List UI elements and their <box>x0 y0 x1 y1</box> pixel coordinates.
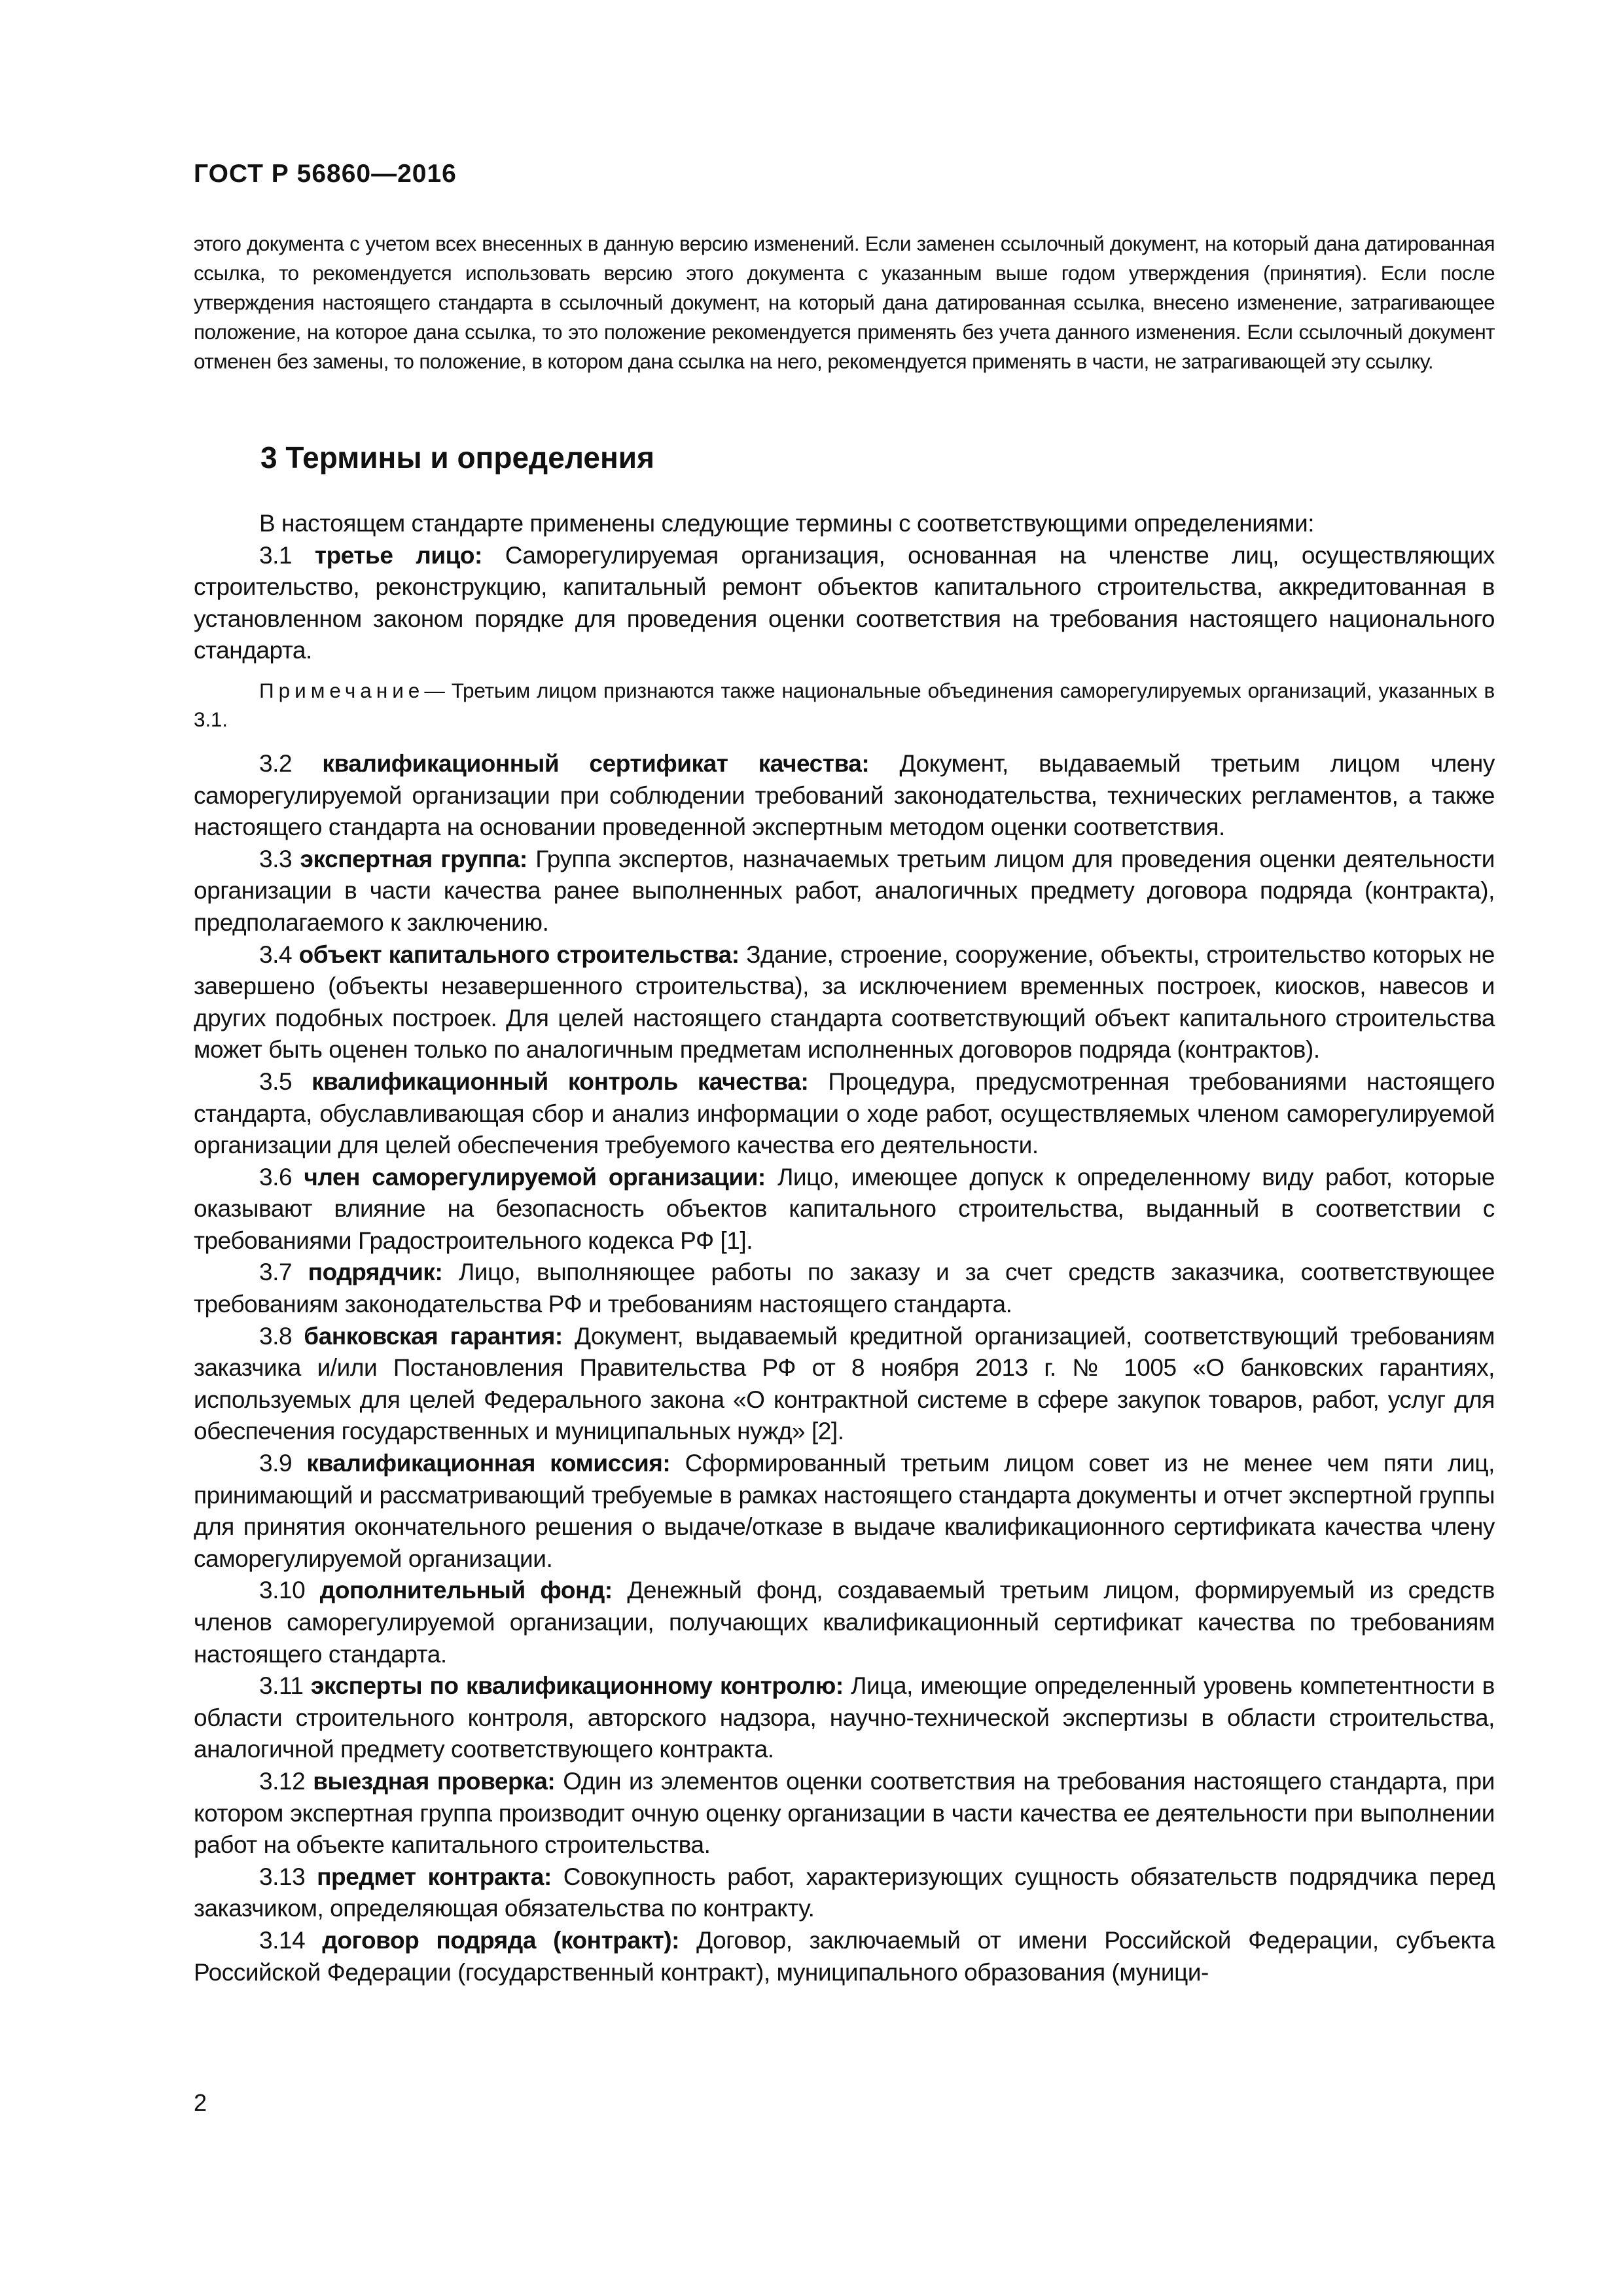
term-title: экспертная группа: <box>300 845 527 872</box>
section-lead: В настоящем стандарте применены следующие термины с соответствующими определениями: <box>259 510 1315 537</box>
term-item <box>194 844 1495 939</box>
term-number: 3.14 <box>259 1926 306 1954</box>
term-number: 3.5 <box>259 1067 293 1095</box>
term-title: член саморегулируемой организации: <box>304 1163 766 1191</box>
definitions-body <box>194 508 1495 1988</box>
term-definition: Лицо, имеющее допуск к определенному виду работ, которые оказывают влияние на безопасность объектов капитального строительства, выданный в соответствии с требованиями Градостроительного кодекса РФ [1]. <box>194 1163 1495 1254</box>
term-definition: Лица, имеющие определенный уровень компетентности в области строительного контроля, авторского надзора, научно-технической экспертизы в области строительства, аналогичной предмету соответствующего контракта. <box>194 1672 1495 1763</box>
term-title: третье лицо: <box>314 541 482 569</box>
term-item <box>194 1321 1495 1448</box>
section-title: 3 Термины и определения <box>260 440 654 475</box>
term-number: 3.3 <box>259 845 293 872</box>
term-definition: Договор, заключаемый от имени Российской Федерации, субъекта Российской Федерации (государственный контракт), муниципального образования (муници- <box>194 1926 1495 1986</box>
term-definition: Документ, выдаваемый третьим лицом члену саморегулируемой организации при соблюдении требований законодательства, технических регламентов, а также настоящего стандарта на основании проведенной экспертным методом оценки соответствия. <box>194 749 1495 841</box>
term-definition: Совокупность работ, характеризующих сущность обязательств подрядчика перед заказчиком, определяющая обязательства по контракту. <box>194 1863 1495 1922</box>
term-title: квалификационный сертификат качества: <box>322 749 870 777</box>
term-title: предмет контракта: <box>317 1863 552 1890</box>
term-definition: Денежный фонд, создаваемый третьим лицом, формируемый из средств членов саморегулируемой организации, получающих квалификационный сертификат качества по требованиям настоящего стандарта. <box>194 1577 1495 1668</box>
note-label: Примечание <box>259 678 425 702</box>
term-title: эксперты по квалификационному контролю: <box>310 1672 844 1700</box>
term-definition: Один из элементов оценки соответствия на требования настоящего стандарта, при котором экспертная группа производит очную оценку организации в части качества ее деятельности при выполнении работ на объекте капитального строительства. <box>194 1767 1495 1859</box>
term-number: 3.13 <box>259 1863 306 1890</box>
term-number: 3.9 <box>259 1450 293 1477</box>
term-item <box>194 1670 1495 1766</box>
term-number: 3.1 <box>259 541 293 569</box>
term-item <box>194 939 1495 1066</box>
term-item <box>194 1766 1495 1861</box>
term-title: банковская гарантия: <box>304 1322 563 1350</box>
term-item <box>194 1575 1495 1670</box>
term-definition: Процедура, предусмотренная требованиями настоящего стандарта, обуславливающая сбор и анализ информации о ходе работ, осуществляемых членом саморегулируемой организации для целей обеспечения требуемого качества его деятельности. <box>194 1067 1495 1159</box>
term-definition: Здание, строение, сооружение, объекты, строительство которых не завершено (объекты незавершенного строительства), за исключением временных построек, киосков, навесов и других подобных построек. Для целей настоящего стандарта соответствующий объект капитального строительства может быть оценен только по аналогичным предметам исполненных договоров подряда (контрактов). <box>194 941 1495 1064</box>
term-item <box>194 1925 1495 1988</box>
document-header: ГОСТ Р 56860—2016 <box>194 160 457 188</box>
term-number: 3.11 <box>259 1672 304 1700</box>
page-number: 2 <box>194 2089 207 2116</box>
term-number: 3.12 <box>259 1767 306 1795</box>
intro-paragraph: этого документа с учетом всех внесенных в данную версию изменений. Если заменен ссылочный документ, на который дана датированная ссылка, то рекомендуется использовать версию этого документа с указанным выше годом утверждения (принятия). Если после утверждения настоящего стандарта в ссылочный документ, на который дана датированная ссылка, внесено изменение, затрагивающее положение, на которое дана ссылка, то это положение рекомендуется применять без учета данного изменения. Если ссылочный документ отменен без замены, то положение, в котором дана ссылка на него, рекомендуется применять в части, не затрагивающей эту ссылку. <box>194 232 1495 373</box>
term-item <box>194 1257 1495 1320</box>
term-item <box>194 1448 1495 1575</box>
term-item <box>194 1066 1495 1162</box>
term-item <box>194 540 1495 667</box>
term-title: выездная проверка: <box>313 1767 556 1795</box>
term-definition: Группа экспертов, назначаемых третьим лицом для проведения оценки деятельности организации в части качества ранее выполненных работ, аналогичных предмету договора подряда (контракта), предполагаемого к заключению. <box>194 845 1495 936</box>
term-number: 3.2 <box>259 749 293 777</box>
term-number: 3.7 <box>259 1259 293 1286</box>
term-number: 3.6 <box>259 1163 293 1191</box>
note-text: — Третьим лицом признаются также национальные объединения саморегулируемых организаций, указанных в 3.1. <box>194 678 1495 731</box>
note-paragraph <box>194 676 1495 734</box>
term-number: 3.8 <box>259 1322 293 1350</box>
term-definition: Саморегулируемая организация, основанная на членстве лиц, осуществляющих строительство, реконструкцию, капитальный ремонт объектов капитального строительства, аккредитованная в установленном законом порядке для проведения оценки соответствия на требования настоящего национального стандарта. <box>194 541 1495 664</box>
term-item <box>194 748 1495 844</box>
term-number: 3.10 <box>259 1577 306 1604</box>
term-title: дополнительный фонд: <box>319 1577 613 1604</box>
term-title: квалификационный контроль качества: <box>312 1067 809 1095</box>
term-item <box>194 1861 1495 1925</box>
term-number: 3.4 <box>259 941 293 968</box>
term-definition: Сформированный третьим лицом совет из не менее чем пяти лиц, принимающий и рассматривающий требуемые в рамках настоящего стандарта документы и отчет экспертной группы для принятия окончательного решения о выдаче/отказе в выдаче квалификационного сертификата качества члену саморегулируемой организации. <box>194 1450 1495 1572</box>
term-definition: Лицо, выполняющее работы по заказу и за счет средств заказчика, соответствующее требованиям законодательства РФ и требованиям настоящего стандарта. <box>194 1259 1495 1318</box>
term-item <box>194 1162 1495 1257</box>
term-title: объект капитального строительства: <box>298 941 740 968</box>
term-definition: Документ, выдаваемый кредитной организацией, соответствующий требованиям заказчика и/или Постановления Правительства РФ от 8 ноября 2013 г. № 1005 «О банковских гарантиях, используемых для целей Федерального закона «О контрактной системе в сфере закупок товаров, работ, услуг для обеспечения государственных и муниципальных нужд» [2]. <box>194 1322 1495 1445</box>
term-title: квалификационная комиссия: <box>306 1450 671 1477</box>
term-title: подрядчик: <box>308 1259 443 1286</box>
term-title: договор подряда (контракт): <box>322 1926 680 1954</box>
